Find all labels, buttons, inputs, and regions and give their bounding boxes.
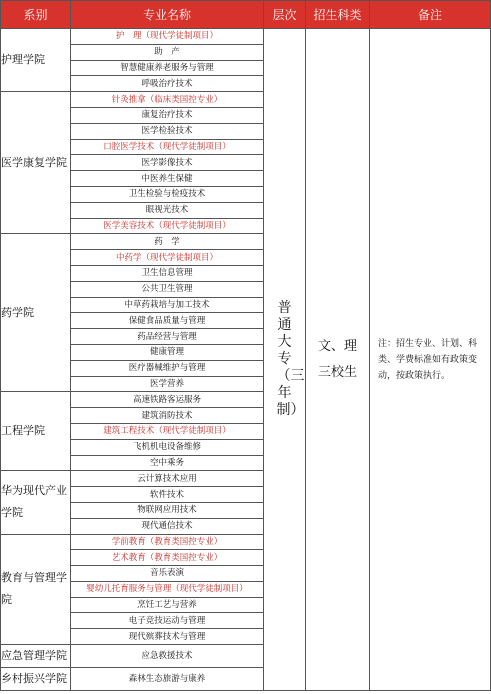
major-name: 针灸推拿（临床类国控专业） <box>71 92 264 108</box>
major-name: 康复治疗技术 <box>71 107 264 123</box>
major-name: 森林生态旅游与康养 <box>71 668 264 691</box>
major-name: 保健食品质量与管理 <box>71 313 264 329</box>
major-name: 卫生检验与检疫技术 <box>71 186 264 202</box>
major-name: 应急救援技术 <box>71 645 264 668</box>
subject-cell <box>306 29 370 691</box>
table-row <box>1 29 491 45</box>
table-header <box>1 1 491 29</box>
major-name: 现代殡葬技术与管理 <box>71 629 264 645</box>
department-name: 教育与管理学院 <box>1 534 71 645</box>
department-name: 应急管理学院 <box>1 645 71 668</box>
subject-text <box>306 334 369 386</box>
subject-line: 三校生 <box>317 364 357 380</box>
major-name: 健康管理 <box>71 344 264 360</box>
header-major: 专业名称 <box>71 1 264 29</box>
major-name: 医疗器械维护与管理 <box>71 360 264 376</box>
header-remark: 备注 <box>370 1 491 29</box>
major-name: 音乐表演 <box>71 566 264 582</box>
major-name: 学前教育（教育类国控专业） <box>71 534 264 550</box>
major-name: 现代通信技术 <box>71 518 264 534</box>
subject-line: 文、理 <box>317 338 357 354</box>
major-name: 软件技术 <box>71 487 264 503</box>
major-name: 婴幼儿托育服务与管理（现代学徒制项目） <box>71 581 264 597</box>
major-name: 中草药栽培与加工技术 <box>71 297 264 313</box>
level-text: 普通大专（三年制） <box>276 300 305 419</box>
major-name: 云计算技术应用 <box>71 471 264 487</box>
major-name: 烹饪工艺与营养 <box>71 597 264 613</box>
major-name: 艺术教育（教育类国控专业） <box>71 550 264 566</box>
major-name: 医学检验技术 <box>71 123 264 139</box>
major-name: 呼吸治疗技术 <box>71 76 264 92</box>
major-name: 智慧健康养老服务与管理 <box>71 60 264 76</box>
table-body <box>1 29 491 691</box>
major-name: 飞机机电设备维修 <box>71 439 264 455</box>
remark-text: 注：招生专业、计划、科类、学费标准如有政策变动，按政策执行。 <box>378 338 478 381</box>
major-name: 物联网应用技术 <box>71 502 264 518</box>
major-name: 空中乘务 <box>71 455 264 471</box>
major-name: 药品经营与管理 <box>71 329 264 345</box>
major-name: 助 产 <box>71 44 264 60</box>
major-name: 口腔医学技术（现代学徒制项目） <box>71 139 264 155</box>
header-dept: 系别 <box>1 1 71 29</box>
major-name: 电子竞技运动与管理 <box>71 613 264 629</box>
department-name: 药学院 <box>1 234 71 392</box>
level-cell <box>264 29 306 691</box>
major-name: 护 理（现代学徒制项目） <box>71 29 264 45</box>
major-name: 建筑工程技术（现代学徒制项目） <box>71 423 264 439</box>
header-level: 层次 <box>264 1 306 29</box>
major-name: 药 学 <box>71 234 264 250</box>
department-name: 护理学院 <box>1 29 71 92</box>
department-name: 医学康复学院 <box>1 92 71 234</box>
major-name: 医学美容技术（现代学徒制项目） <box>71 218 264 234</box>
header-subject: 招生科类 <box>306 1 370 29</box>
remark-cell <box>370 29 491 691</box>
department-name: 乡村振兴学院 <box>1 668 71 691</box>
major-name: 高速铁路客运服务 <box>71 392 264 408</box>
department-name: 工程学院 <box>1 392 71 471</box>
major-name: 卫生信息管理 <box>71 265 264 281</box>
header-row <box>1 1 491 29</box>
major-name: 建筑消防技术 <box>71 408 264 424</box>
major-name: 医学营养 <box>71 376 264 392</box>
major-name: 中药学（现代学徒制项目） <box>71 250 264 266</box>
department-name: 华为现代产业学院 <box>1 471 71 534</box>
major-name: 医学影像技术 <box>71 155 264 171</box>
major-name: 中医养生保健 <box>71 171 264 187</box>
major-name: 公共卫生管理 <box>71 281 264 297</box>
major-name: 眼视光技术 <box>71 202 264 218</box>
